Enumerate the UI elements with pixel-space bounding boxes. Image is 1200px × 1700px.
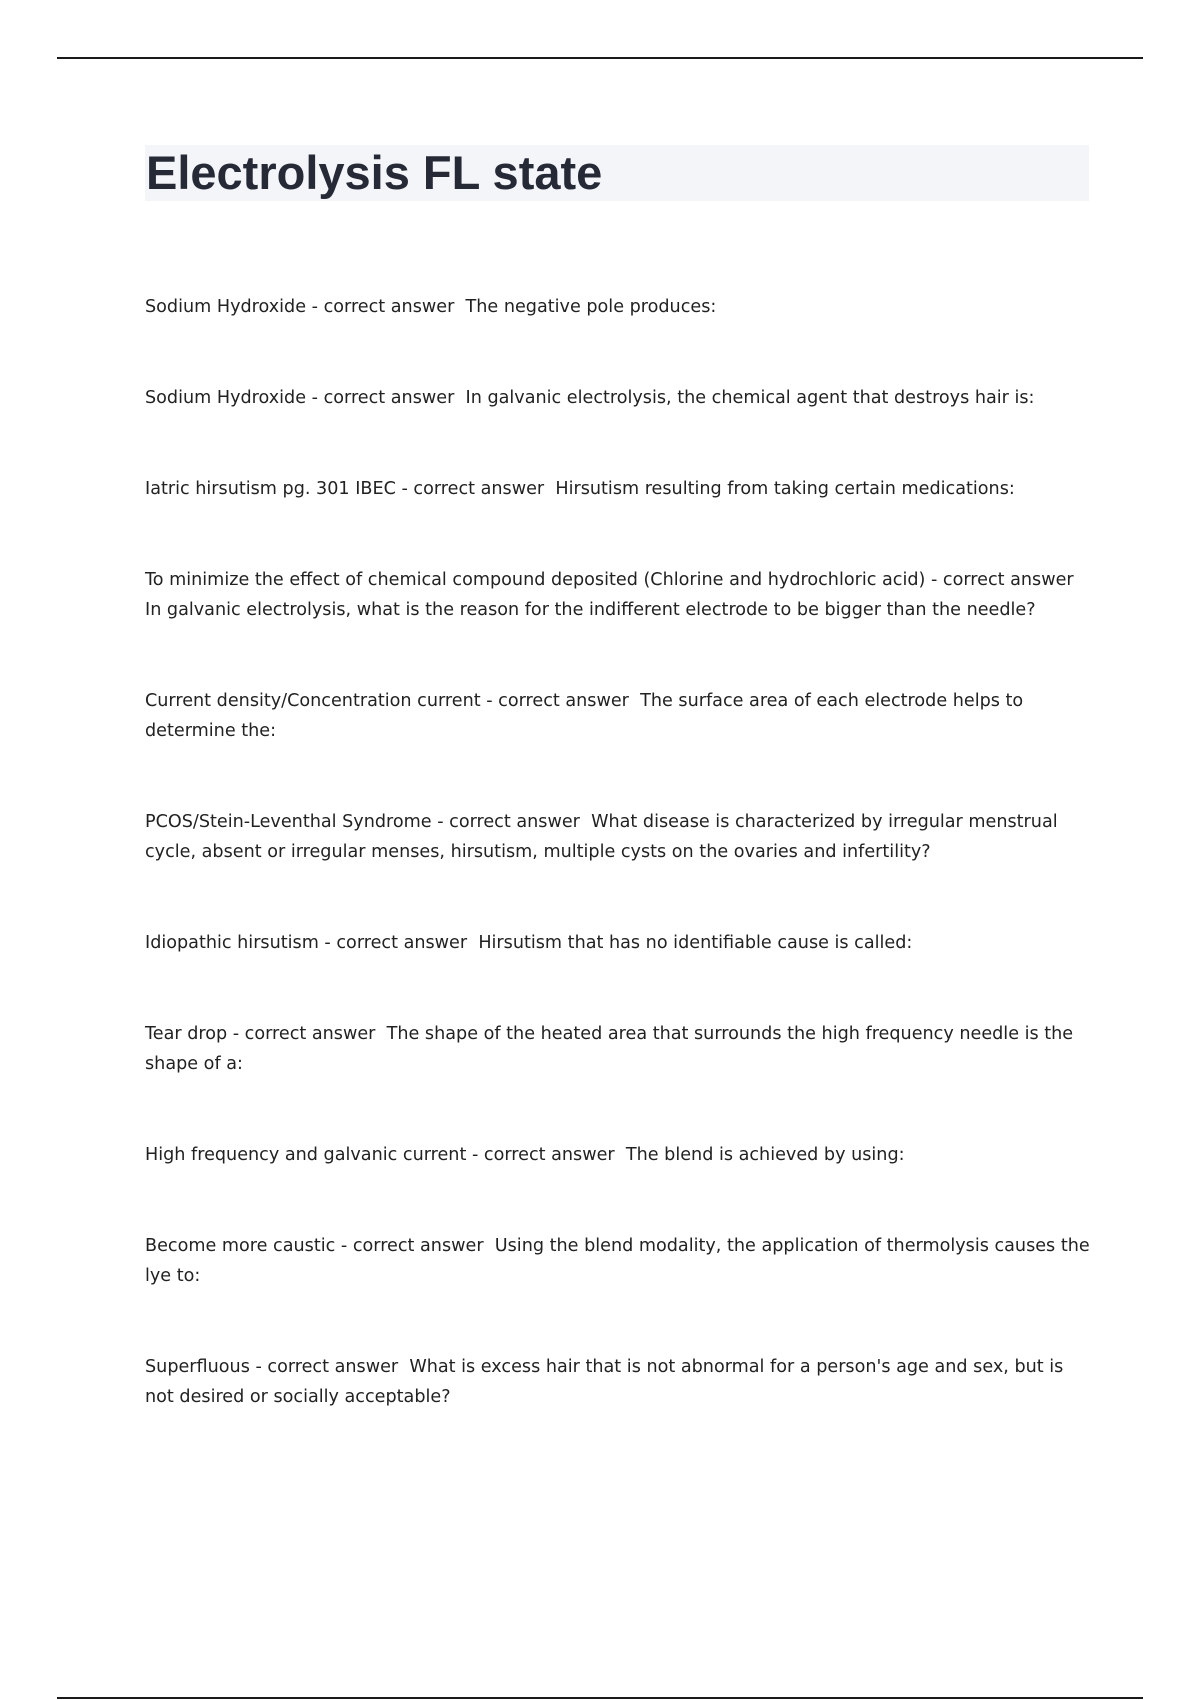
answer-text: Tear drop — [145, 1024, 228, 1044]
qa-item — [145, 686, 1095, 746]
separator-text: - correct answer — [306, 297, 466, 317]
separator-text: - correct answer — [306, 388, 466, 408]
answer-text: High frequency and galvanic current — [145, 1145, 467, 1165]
separator-text: - correct answer — [466, 1145, 626, 1165]
question-text: Using the blend modality, the application of thermolysis causes the lye to: — [145, 1236, 1096, 1286]
qa-item — [145, 807, 1095, 867]
separator-text: - correct answer — [925, 570, 1085, 590]
answer-text: Current density/Concentration current — [145, 691, 481, 711]
question-text: What is excess hair that is not abnormal for a person's age and sex, but is not desired or socially acceptable? — [145, 1357, 1069, 1407]
qa-item — [145, 474, 1095, 504]
question-text: In galvanic electrolysis, what is the reason for the indifferent electrode to be bigger than the needle? — [145, 600, 1036, 620]
answer-text: Idiopathic hirsutism — [145, 933, 319, 953]
separator-text: - correct answer — [480, 691, 641, 711]
separator-text: - correct answer — [227, 1024, 387, 1044]
question-text: The surface area of each electrode helps to determine the: — [145, 691, 1029, 741]
question-text: The shape of the heated area that surrounds the high frequency needle is the shape of a: — [145, 1024, 1079, 1074]
question-text: Hirsutism that has no identifiable cause is called: — [478, 933, 913, 953]
qa-item — [145, 383, 1095, 413]
answer-text: Iatric hirsutism pg. 301 IBEC — [145, 479, 396, 499]
qa-item — [145, 1019, 1095, 1079]
question-text: The blend is achieved by using: — [625, 1145, 905, 1165]
question-text: Hirsutism resulting from taking certain medications: — [555, 479, 1015, 499]
top-rule — [57, 57, 1143, 59]
qa-list — [145, 292, 1095, 1473]
separator-text: - correct answer — [318, 933, 479, 953]
answer-text: Become more caustic — [145, 1236, 336, 1256]
answer-text: Sodium Hydroxide — [145, 388, 307, 408]
qa-item — [145, 1231, 1095, 1291]
separator-text: - correct answer — [395, 479, 556, 499]
qa-item — [145, 1352, 1095, 1412]
answer-text: PCOS/Stein-Leventhal Syndrome — [145, 812, 432, 832]
answer-text: Superfluous — [145, 1357, 250, 1377]
separator-text: - correct answer — [431, 812, 592, 832]
answer-text: Sodium Hydroxide — [145, 297, 307, 317]
question-text: What disease is characterized by irregular menstrual cycle, absent or irregular menses, hirsutism, multiple cysts on the ovaries and infertility? — [145, 812, 1064, 862]
qa-item — [145, 292, 1095, 322]
qa-item — [145, 565, 1095, 625]
page-title: Electrolysis FL state — [146, 146, 603, 199]
question-text: The negative pole produces: — [465, 297, 717, 317]
bottom-rule — [57, 1697, 1143, 1699]
question-text: In galvanic electrolysis, the chemical agent that destroys hair is: — [465, 388, 1035, 408]
separator-text: - correct answer — [335, 1236, 495, 1256]
qa-item — [145, 1140, 1095, 1170]
answer-text: To minimize the effect of chemical compound deposited (Chlorine and hydrochloric acid) — [145, 570, 926, 590]
separator-text: - correct answer — [249, 1357, 410, 1377]
qa-item — [145, 928, 1095, 958]
